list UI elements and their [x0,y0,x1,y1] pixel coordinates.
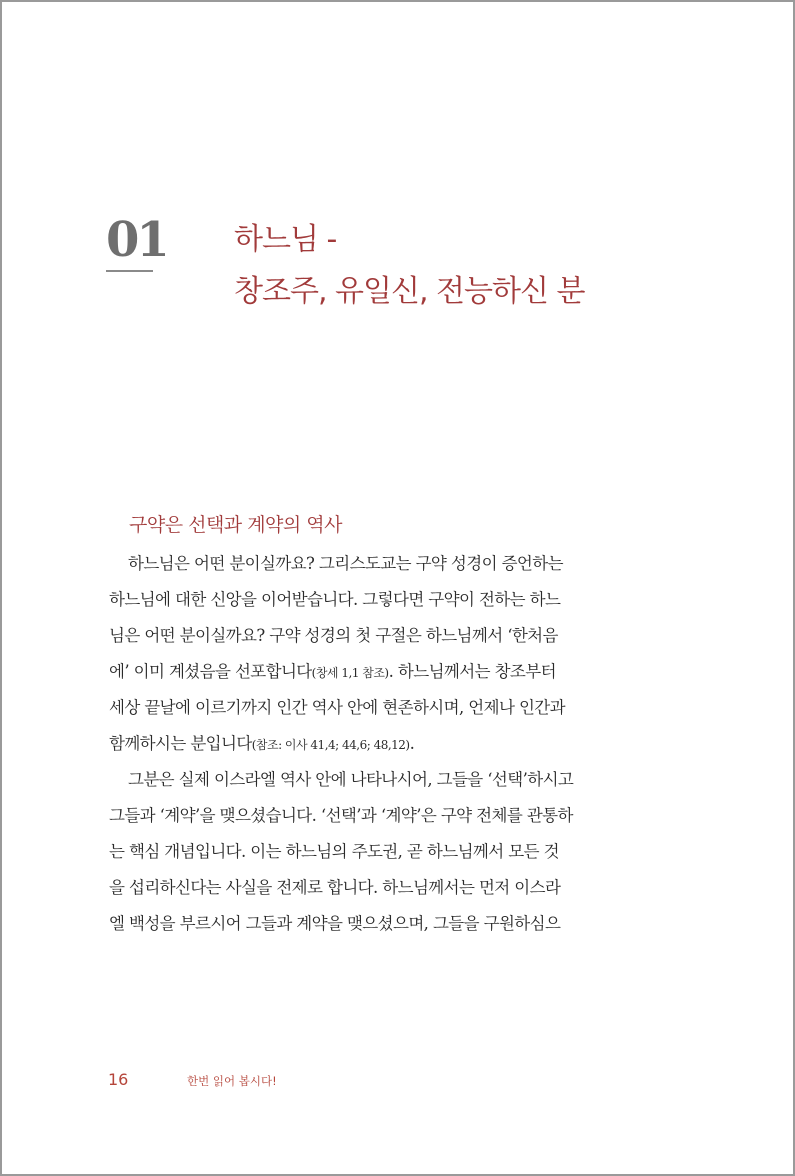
chapter-number: 01 [106,212,167,268]
paragraph-1-line-2: 하느님에 대한 신앙을 이어받습니다. 그렇다면 구약이 전하는 하느 [109,590,561,609]
section-heading: 구약은 선택과 계약의 역사 [129,514,343,536]
paragraph-2-line-5: 엘 백성을 부르시어 그들과 계약을 맺으셨으며, 그들을 구원하심으 [109,914,561,933]
chapter-title [234,214,584,318]
paragraph-1-line-5: 세상 끝날에 이르기까지 인간 역사 안에 현존하시며, 언제나 인간과 [109,698,565,717]
scripture-reference: (참조: 이사 41,4; 44,6; 48,12) [251,738,410,752]
paragraph-1-line-4-text-a: 에’ 이미 계셨음을 선포합니다 [109,662,312,681]
paragraph-1-line-6 [109,726,637,762]
chapter-title-line-1: 하느님 - [234,222,337,257]
paragraph-1-line-6-text-b: . [409,734,415,753]
body-text [109,546,637,942]
page-number: 16 [108,1070,129,1089]
paragraph-2-line-4: 을 섭리하신다는 사실을 전제로 합니다. 하느님께서는 먼저 이스라 [109,878,561,897]
paragraph-1-line-6-text-a: 함께하시는 분입니다 [109,734,252,753]
paragraph-2-line-1: 그분은 실제 이스라엘 역사 안에 나타나시어, 그들을 ‘선택’하시고 [128,770,574,789]
chapter-title-line-2: 창조주, 유일신, 전능하신 분 [234,274,585,309]
chapter-number-underline [106,270,153,272]
scripture-reference: (창세 1,1 참조) [311,666,389,680]
paragraph-1-line-4 [109,654,637,690]
running-footer-book-title: 한번 읽어 봅시다! [187,1074,277,1088]
paragraph-1-line-4-text-b: . 하느님께서는 창조부터 [388,662,556,681]
paragraph-1-line-3: 님은 어떤 분이실까요? 구약 성경의 첫 구절은 하느님께서 ‘한처음 [109,626,558,645]
paragraph-2-line-3: 는 핵심 개념입니다. 이는 하느님의 주도권, 곧 하느님께서 모든 것 [109,842,559,861]
paragraph-2-line-2: 그들과 ‘계약’을 맺으셨습니다. ‘선택’과 ‘계약’은 구약 전체를 관통하 [109,806,573,825]
paragraph-1-line-1: 하느님은 어떤 분이실까요? 그리스도교는 구약 성경이 증언하는 [128,554,563,573]
